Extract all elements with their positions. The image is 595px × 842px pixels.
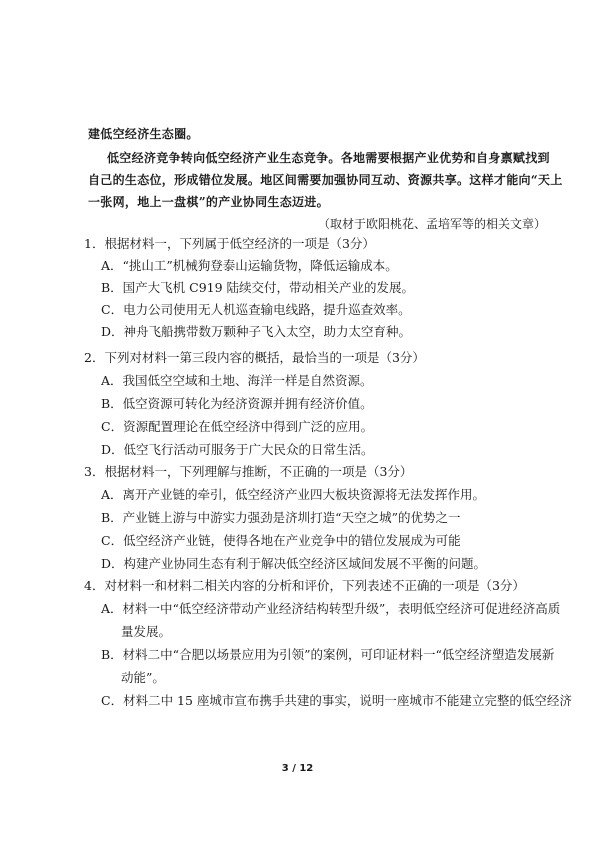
passage-line-1: 建低空经济生态圈。: [88, 127, 199, 141]
question-2-option-d: D．低空飞行活动可服务于广大民众的日常生活。: [101, 442, 374, 457]
question-4-option-a-continued: 量发展。: [121, 624, 172, 639]
page-number: 3 / 12: [281, 763, 314, 774]
question-4-option-a: A．材料一中“低空经济带动产业经济结构转型升级”，表明低空经济可促进经济高质: [101, 601, 561, 616]
question-3-option-b: B．产业链上游与中游实力强劲是济圳打造“天空之城”的优势之一: [101, 510, 461, 525]
question-1-option-b: B．国产大飞机 C919 陆续交付，带动相关产业的发展。: [101, 280, 415, 295]
question-1-option-a: A．“挑山工”机械狗登泰山运输货物，降低运输成本。: [101, 258, 398, 273]
question-2-stem: 2．下列对材料一第三段内容的概括，最恰当的一项是（3分）: [84, 350, 425, 365]
question-2-option-c: C．资源配置理论在低空经济中得到广泛的应用。: [101, 419, 374, 434]
question-4-option-c: C．材料二中 15 座城市宣布携手共建的事实，说明一座城市不能建立完整的低空经济: [101, 693, 572, 708]
question-3-stem: 3．根据材料一，下列理解与推断，不正确的一项是（3分）: [84, 464, 413, 479]
passage-line-2: 低空经济竞争转向低空经济产业生态竞争。各地需要根据产业优势和自身禀赋找到: [107, 151, 550, 165]
passage-line-4: 一张网，地上一盘棋”的产业协同生态迈进。: [88, 195, 329, 209]
question-3-option-c: C．低空经济产业链，使得各地在产业竞争中的错位发展成为可能: [101, 533, 461, 548]
question-2-option-b: B．低空资源可转化为经济资源并拥有经济价值。: [101, 396, 373, 411]
passage-source: （取材于欧阳桃花、孟培军等的相关文章）: [318, 217, 547, 231]
question-2-option-a: A．我国低空空域和土地、海洋一样是自然资源。: [101, 373, 373, 388]
question-4-option-b: B．材料二中“合肥以场景应用为引领”的案例，可印证材料一“低空经济塑造发展新: [101, 647, 555, 662]
question-1-stem: 1．根据材料一，下列属于低空经济的一项是（3分）: [84, 236, 375, 251]
question-3-option-d: D．构建产业协同生态有利于解决低空经济区域间发展不平衡的问题。: [101, 556, 487, 571]
question-1-option-d: D．神舟飞船携带数万颗种子飞入太空，助力太空育种。: [101, 324, 412, 339]
question-1-option-c: C．电力公司使用无人机巡查输电线路，提升巡查效率。: [101, 302, 411, 317]
question-3-option-a: A．离开产业链的牵引，低空经济产业四大板块资源将无法发挥作用。: [101, 487, 486, 502]
passage-line-3: 自己的生态位，形成错位发展。地区间需要加强协同互动、资源共享。这样才能向“天上: [88, 173, 563, 187]
question-4-stem: 4．对材料一和材料二相关内容的分析和评价，下列表述不正确的一项是（3分）: [84, 578, 525, 593]
question-4-option-b-continued: 动能”。: [121, 670, 165, 685]
